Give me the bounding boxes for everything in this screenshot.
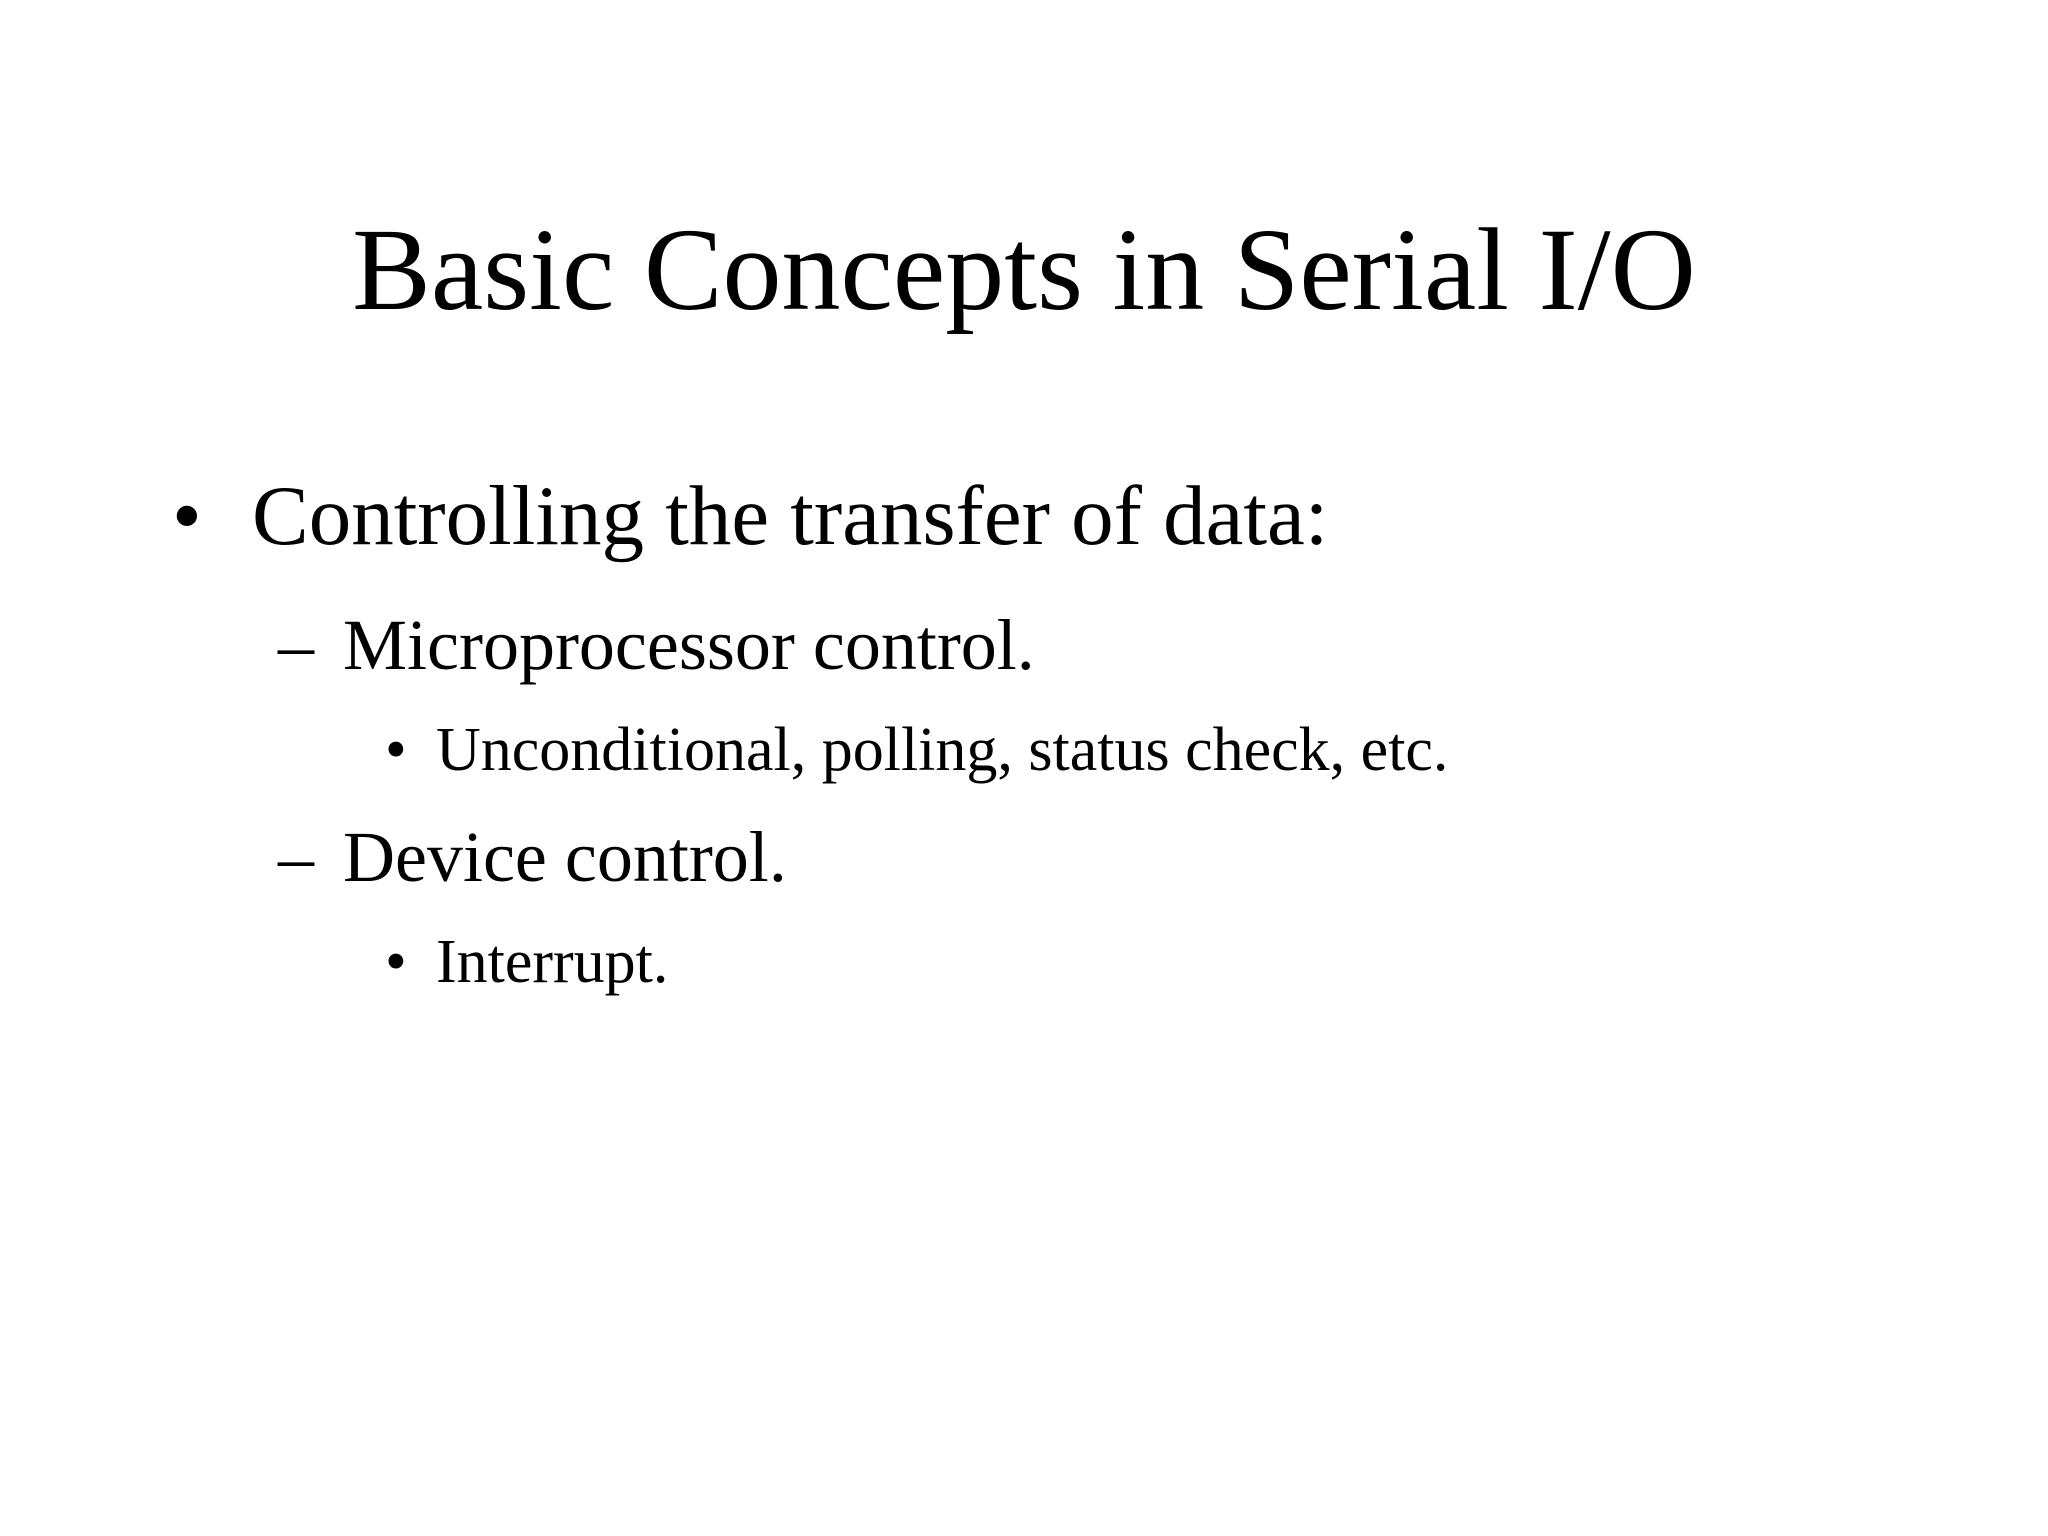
bullet-text: Controlling the transfer of data: <box>252 469 1329 563</box>
bullet-marker: • <box>385 928 407 996</box>
bullet-text: Interrupt. <box>436 928 669 996</box>
bullet-text: Device control. <box>343 817 787 897</box>
slide-title: Basic Concepts in Serial I/O <box>352 204 1696 335</box>
dash-marker: – <box>278 605 314 685</box>
dash-marker: – <box>278 817 314 897</box>
bullet-text: Unconditional, polling, status check, etc. <box>436 716 1449 784</box>
bullet-marker: • <box>385 716 407 784</box>
bullet-text: Microprocessor control. <box>343 605 1035 685</box>
bullet-marker: • <box>172 469 202 563</box>
